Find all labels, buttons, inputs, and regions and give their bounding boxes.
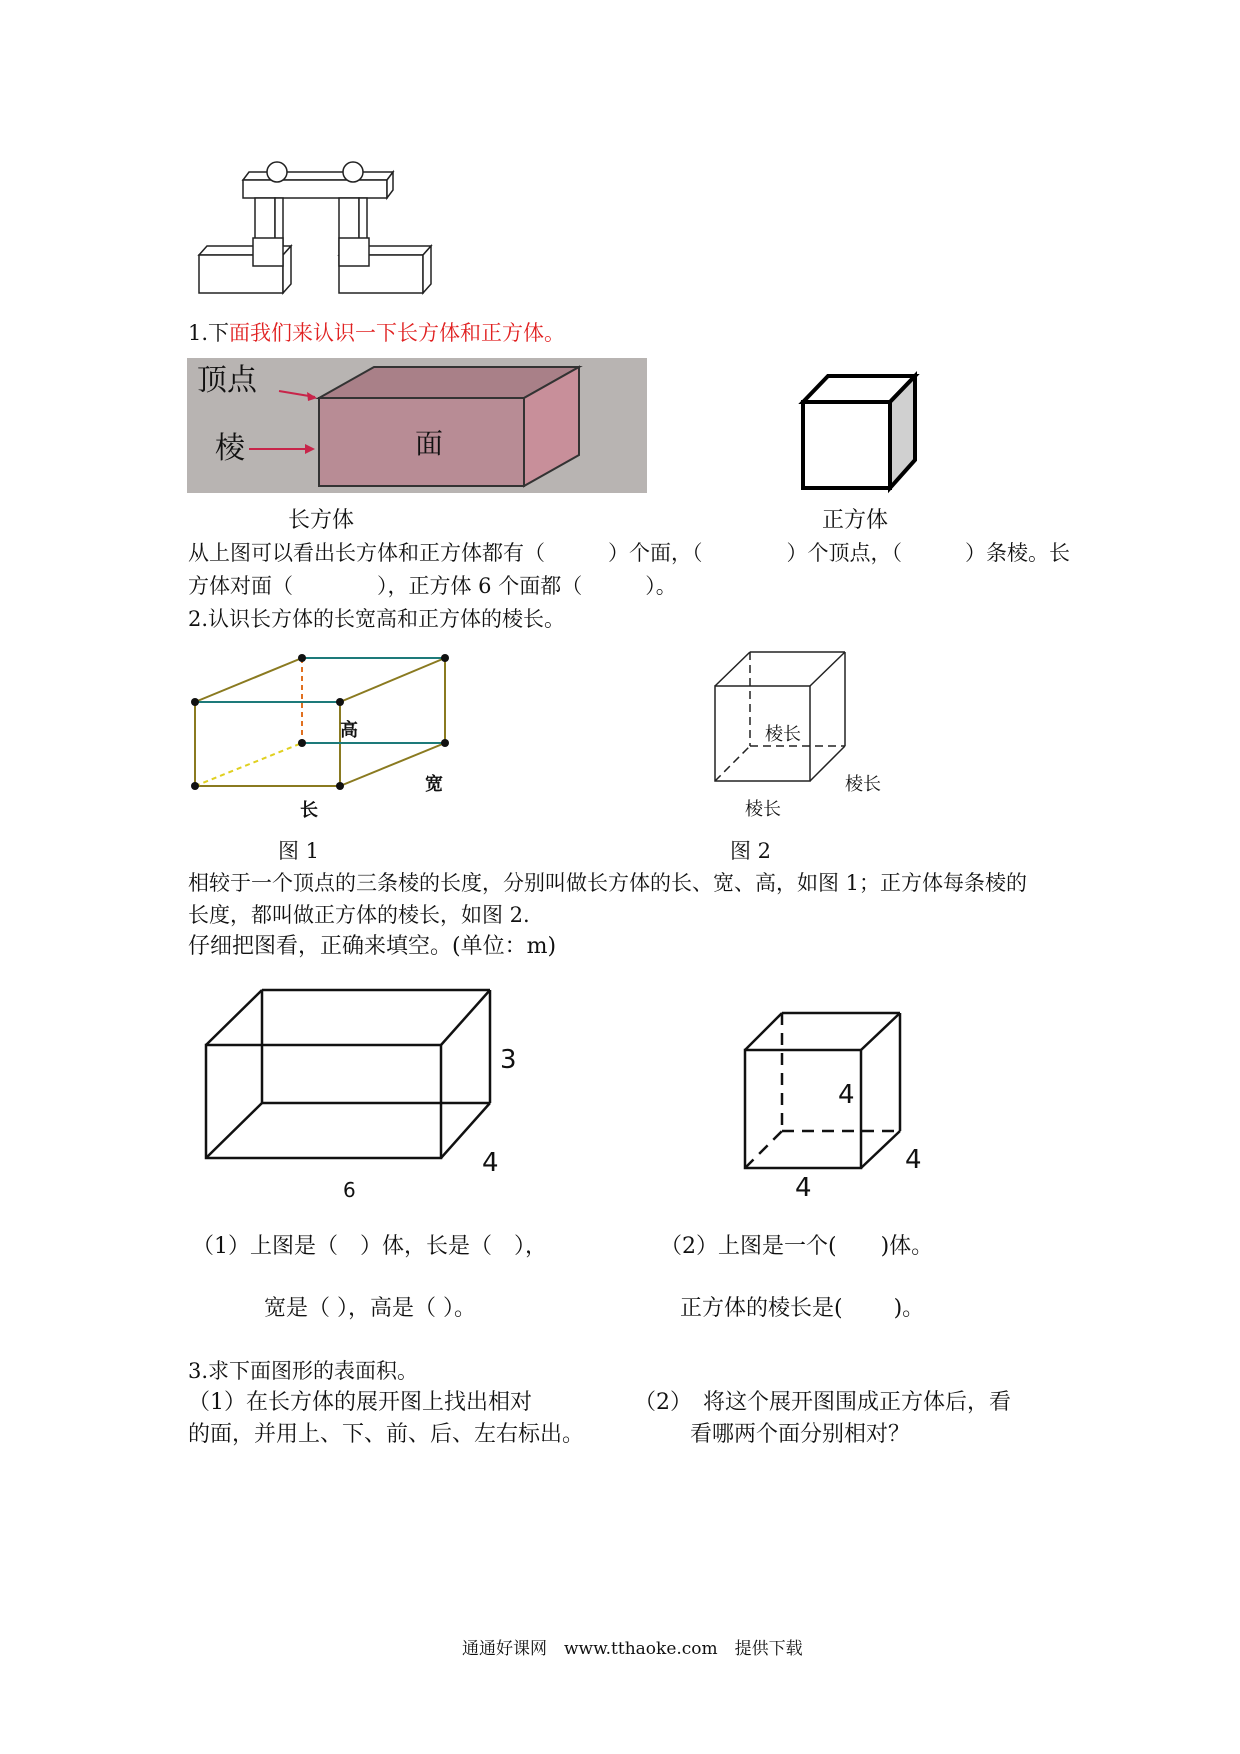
cuboid-width-value: 4 [482,1148,499,1178]
exercise-cube-figure [740,1010,910,1175]
cube-figure [800,372,925,492]
question-1-line-2: 宽是（ ），高是（ ）。 [264,1296,476,1321]
figure-1-width-label: 宽 [425,774,443,795]
figure-1-height-label: 高 [340,720,358,741]
photo-label-face: 面 [415,427,444,460]
section-3-part-2-line-1: （2） 将这个展开图围成正方体后，看 [634,1390,1011,1415]
section-3-part-2-line-2: 看哪两个面分别相对？ [690,1422,911,1447]
question-2-line-2: 正方体的棱长是( )。 [680,1296,925,1321]
figure-1-length-label: 长 [300,800,318,821]
cuboid-height-value: 3 [500,1045,517,1075]
robot-blocks-figure [195,160,435,305]
question-1-line-1: （1）上图是（ ）体，长是（ ）， [192,1234,547,1259]
figure-2-cube [710,648,850,788]
section-1-number: 1.下 [188,321,230,345]
cube-height-value: 4 [838,1080,855,1110]
section-3-title: 3.求下面图形的表面积。 [188,1359,419,1383]
section-3-part-1-line-2: 的面，并用上、下、前、后、左右标出。 [188,1422,585,1447]
page-footer: 通通好课网 www.tthaoke.com 提供下载 [462,1639,803,1659]
photo-label-vertex: 顶点 [197,363,257,398]
cube-length-value: 4 [795,1173,812,1203]
instruction-line: 仔细把图看，正确来填空。(单位：m) [188,934,557,959]
question-2-line-1: （2）上图是一个( )体。 [660,1234,934,1259]
description-line-1: 相较于一个顶点的三条棱的长度，分别叫做长方体的长、宽、高，如图 1；正方体每条棱的 [188,871,1028,895]
cube-caption: 正方体 [822,508,889,533]
cuboid-length-value: 6 [343,1178,356,1202]
figure-2-caption: 图 2 [730,839,772,863]
cuboid-photo [187,358,647,493]
figure-2-edge-label-bottom: 棱长 [745,799,781,820]
section-1-title [188,320,565,346]
figure-2-edge-label-inner: 棱长 [765,724,801,745]
section-2-title: 2.认识长方体的长宽高和正方体的棱长。 [188,607,566,631]
description-line-2: 长度，都叫做正方体的棱长，如图 2. [188,903,530,927]
fill-in-line-1: 从上图可以看出长方体和正方体都有（ ）个面，（ ）个顶点，（ ）条棱。长 [188,541,1070,565]
cube-width-value: 4 [905,1145,922,1175]
section-1-title-text: 面我们来认识一下长方体和正方体。 [229,321,566,345]
cuboid-caption: 长方体 [288,508,355,533]
figure-2-edge-label-right: 棱长 [845,774,881,795]
exercise-cuboid-figure [200,985,500,1170]
photo-label-edge: 棱 [215,431,245,466]
fill-in-line-2: 方体对面（ ），正方体 6 个面都（ ）。 [188,574,677,598]
section-3-part-1-line-1: （1）在长方体的展开图上找出相对 [188,1390,532,1415]
figure-1-caption: 图 1 [278,839,320,863]
